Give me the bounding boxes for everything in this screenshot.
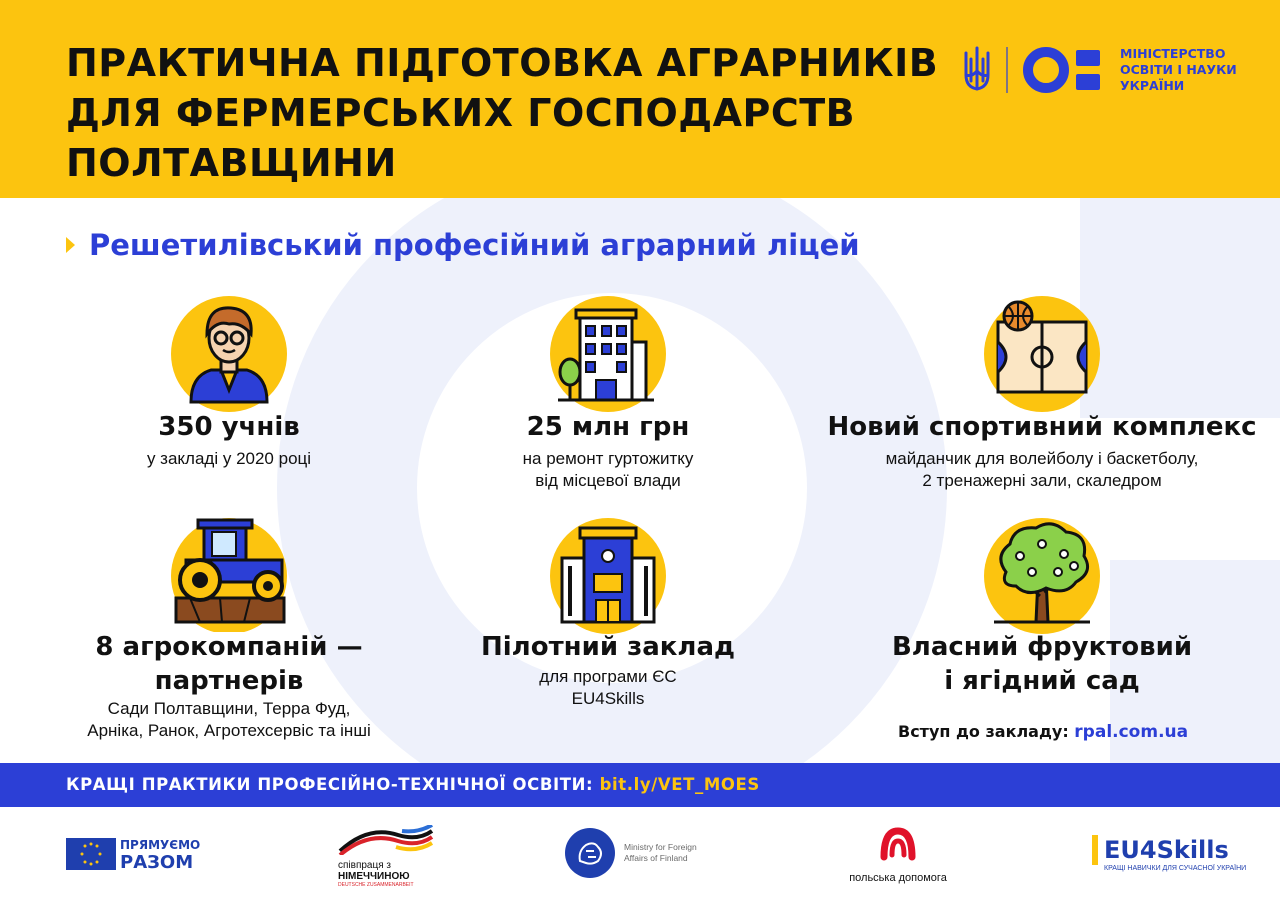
banner-label: КРАЩІ ПРАКТИКИ ПРОФЕСІЙНО-ТЕХНІЧНОЇ ОСВІТИ: (66, 775, 594, 794)
stat-description-line: на ремонт гуртожитку (522, 449, 694, 468)
eu4skills-title: EU4Skills (1104, 836, 1229, 864)
stat-description-line: 2 тренажерні зали, скаледром (922, 471, 1162, 490)
polish-aid-logo[interactable] (846, 827, 950, 884)
flag-swoosh-icon (338, 825, 434, 855)
stat-value-line: 350 учнів (158, 412, 300, 442)
stat-value (860, 630, 1224, 698)
section-heading (66, 228, 860, 262)
student-icon (167, 294, 291, 412)
ministry-line: ОСВІТИ І НАУКИ (1120, 62, 1237, 77)
stat-description-line: Сади Полтавщини, Терра Фуд, (107, 699, 351, 718)
admission-link[interactable]: rpal.com.ua (1074, 722, 1189, 742)
header-band (0, 0, 1280, 198)
stat-value-line: 25 млн грн (526, 412, 690, 442)
eu4skills-tagline: КРАЩІ НАВИЧКИ ДЛЯ СУЧАСНОЇ УКРАЇНИ (1104, 865, 1247, 872)
ministry-name (1120, 46, 1237, 94)
admission-info (898, 722, 1188, 742)
stat-partners (40, 512, 418, 748)
stat-funding (447, 290, 769, 490)
stat-description-line: від місцевої влади (535, 471, 681, 490)
best-practices-banner (0, 763, 1280, 807)
stat-description (447, 666, 769, 710)
school-building-icon (546, 516, 670, 634)
eu-slogan-line: ПРЯМУЄМО (120, 838, 201, 852)
stat-pilot (447, 512, 769, 722)
eu4skills-logo[interactable] (1092, 835, 1246, 872)
germany-text-line: DEUTSCHE ZUSAMMENARBEIT (338, 882, 414, 888)
finland-text-line: Ministry for Foreign (624, 842, 697, 852)
stat-description-line: у закладі у 2020 році (146, 449, 312, 468)
germany-text-line: співпраця з (338, 860, 391, 871)
finland-lion-emblem-icon (564, 827, 616, 879)
stat-description (447, 448, 769, 492)
dormitory-building-icon (546, 294, 670, 412)
stat-value-line: Власний фруктовий (891, 632, 1193, 662)
eu4skills-bar (1092, 835, 1098, 865)
stat-value (40, 630, 418, 698)
lyceum-name: Решетилівський професійний аграрний ліцей (89, 228, 860, 262)
fruit-tree-icon (980, 516, 1104, 634)
trident-icon (960, 45, 994, 95)
stat-description (40, 698, 418, 742)
chevron-right-icon (66, 237, 75, 253)
stat-value-line: Пілотний заклад (481, 632, 735, 662)
eu-logo[interactable] (66, 837, 200, 871)
stat-value-line: Новий спортивний комплекс (827, 412, 1257, 442)
ministry-line: УКРАЇНИ (1120, 78, 1185, 93)
stat-value-line: партнерів (154, 666, 304, 696)
ministry-line: МІНІСТЕРСТВО (1120, 46, 1226, 61)
mon-logo-icon (1022, 46, 1106, 94)
stat-value (820, 410, 1264, 444)
germany-text-line: НІМЕЧЧИНОЮ (338, 871, 410, 882)
admission-label: Вступ до закладу: (898, 722, 1069, 741)
stat-value-line: 8 агрокомпаній — (95, 632, 363, 662)
page-title (66, 38, 946, 188)
stat-students (68, 290, 390, 480)
stat-value (447, 630, 769, 664)
logo-separator (1006, 47, 1008, 93)
eu-flag-icon (66, 838, 116, 870)
polish-aid-text: польська допомога (849, 872, 947, 884)
stat-description (820, 448, 1264, 492)
partner-logos (0, 807, 1280, 899)
stat-value (447, 410, 769, 444)
stat-value (68, 410, 390, 444)
stat-sports-complex (820, 290, 1264, 490)
stat-value-line: і ягідний сад (944, 666, 1140, 696)
banner-link[interactable]: bit.ly/VET_MOES (599, 775, 760, 794)
stat-orchard (860, 512, 1224, 702)
banner-text (66, 775, 760, 794)
polish-aid-arc-icon (880, 827, 916, 865)
stat-description-line: EU4Skills (571, 689, 645, 708)
title-line: ПОЛТАВЩИНИ (66, 141, 397, 185)
finland-mfa-logo[interactable] (564, 827, 697, 879)
title-line: ДЛЯ ФЕРМЕРСЬКИХ ГОСПОДАРСТВ (66, 91, 856, 135)
germany-cooperation-logo[interactable] (338, 825, 438, 889)
title-line: ПРАКТИЧНА ПІДГОТОВКА АГРАРНИКІВ (66, 41, 939, 85)
stat-description-line: для програми ЄС (539, 667, 677, 686)
stat-description-line: Арніка, Ранок, Агротехсервіс та інші (87, 721, 371, 740)
stat-description (68, 448, 390, 470)
tractor-icon (160, 514, 298, 632)
eu-slogan-line: РАЗОМ (120, 852, 194, 873)
sports-court-icon (980, 294, 1104, 412)
stat-description-line: майданчик для волейболу і баскетболу, (885, 449, 1199, 468)
finland-text-line: Affairs of Finland (624, 853, 688, 863)
ministry-logo[interactable] (960, 40, 1237, 100)
